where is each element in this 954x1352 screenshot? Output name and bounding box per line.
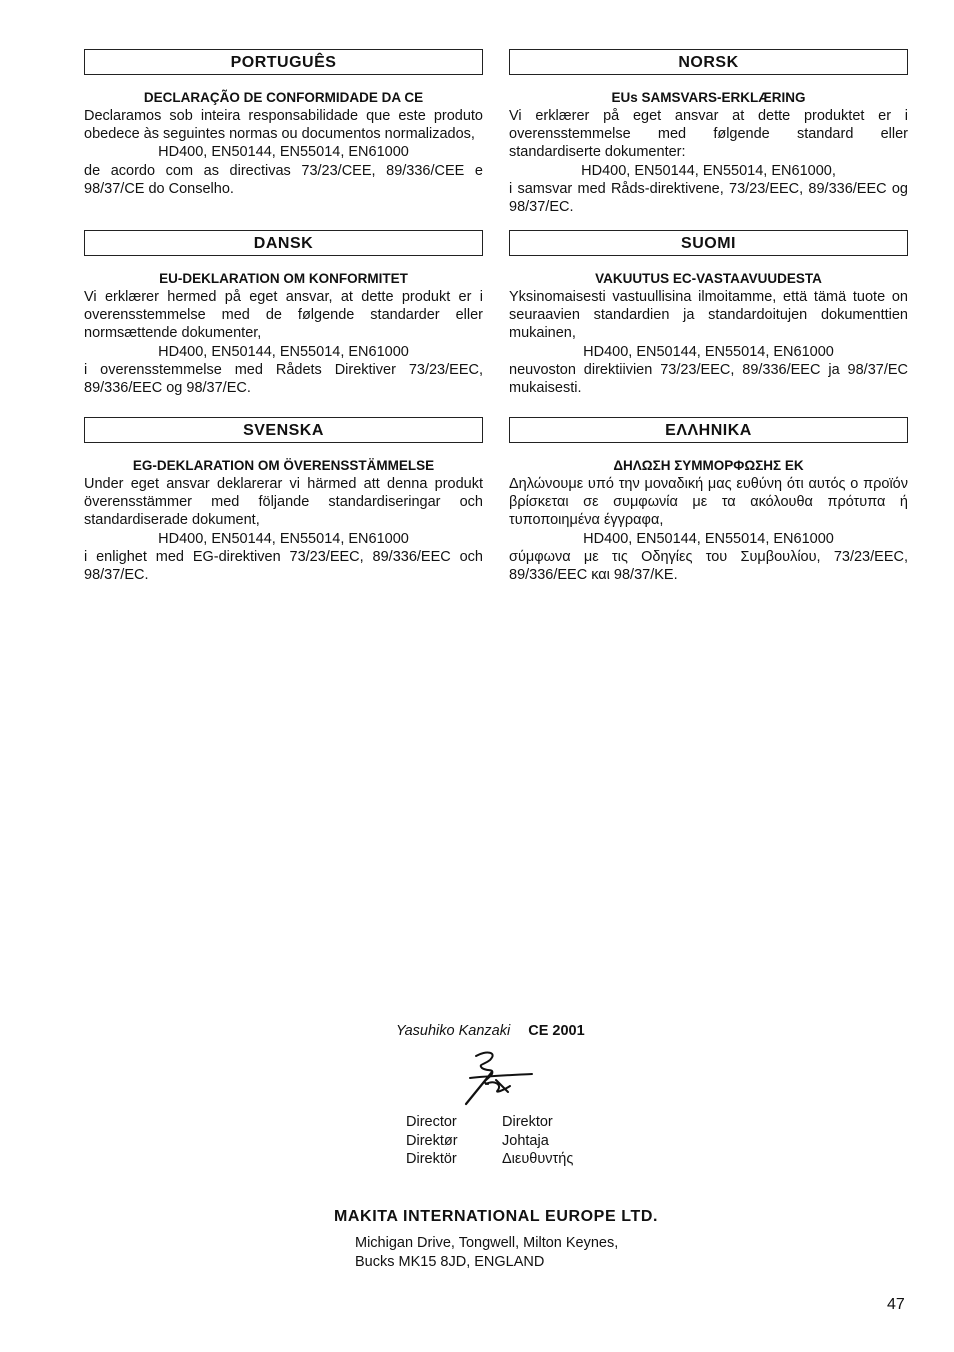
declaration-title: VAKUUTUS EC-VASTAAVUUDESTA — [595, 271, 822, 286]
declaration-title: ΔΗΛΩΣΗ ΣΥΜΜΟΡΦΩΣΗΣ ΕΚ — [613, 458, 804, 473]
standards-list: HD400, EN50144, EN55014, EN61000 — [158, 343, 409, 360]
page-number: 47 — [887, 1296, 905, 1313]
section-dansk — [84, 230, 483, 397]
company-address — [355, 1234, 618, 1271]
section-norsk — [509, 49, 908, 216]
declaration-closing: i enlighet med EG-direktiven 73/23/EEC, 89/336/EEC och 98/37/EC. — [84, 548, 483, 584]
declaration-title: EG-DEKLARATION OM ÖVERENSSTÄMMELSE — [132, 458, 435, 473]
declaration-closing: de acordo com as directivas 73/23/CEE, 89/336/CEE e 98/37/CE do Conselho. — [84, 162, 483, 197]
signatory-line — [396, 1023, 585, 1039]
ce-mark-year: CE 2001 — [528, 1023, 585, 1039]
signatory-titles-right — [502, 1113, 573, 1169]
title-norsk: Direktør — [406, 1132, 458, 1149]
declaration-intro: Yksinomaisesti vastuullisina ilmoitamme, että tämä tuote on seuraavien standardien ja standardoitujen dokumenttien mukainen, — [509, 289, 908, 342]
address-line-1: Michigan Drive, Tongwell, Milton Keynes, — [355, 1235, 619, 1251]
declaration-title: DECLARAÇÃO DE CONFORMIDADE DA CE — [143, 90, 424, 105]
handwritten-signature — [458, 1050, 538, 1110]
signatory-name: Yasuhiko Kanzaki — [396, 1023, 511, 1039]
title-english: Director — [406, 1114, 457, 1130]
declaration-intro: Vi erklærer på eget ansvar at dette produktet er i overensstemmelse med følgende standard eller standardiserte dokumenter: — [509, 108, 908, 161]
declaration-closing: i samsvar med Råds-direktivene, 73/23/EEC, 89/336/EEC og 98/37/EC. — [509, 180, 908, 216]
section-suomi — [509, 230, 908, 397]
standards-list: HD400, EN50144, EN55014, EN61000 — [158, 530, 409, 547]
declaration-closing: σύμφωνα με τις Οδηγίες του Συμβουλίου, 73/23/EEC, 89/336/EEC και 98/37/KE. — [509, 548, 908, 584]
declaration-title: EUs SAMSVARS-ERKLÆRING — [611, 90, 806, 105]
language-heading: NORSK — [509, 49, 908, 75]
declaration-closing: i overensstemmelse med Rådets Direktiver 73/23/EEC, 89/336/EEC og 98/37/EC. — [84, 361, 483, 397]
declaration-title: EU-DEKLARATION OM KONFORMITET — [159, 271, 408, 286]
standards-list: HD400, EN50144, EN55014, EN61000 — [158, 144, 409, 161]
language-heading: SVENSKA — [84, 417, 483, 443]
declaration-intro: Under eget ansvar deklarerar vi härmed att denna produkt överensstämmer med följande standardiseringar och standardiserade dokument, — [84, 476, 483, 529]
standards-list: HD400, EN50144, EN55014, EN61000 — [583, 343, 834, 360]
declaration-intro: Vi erklærer hermed på eget ansvar, at dette produkt er i overensstemmelse med de følgende standarder eller normsættende dokumenter, — [84, 289, 483, 342]
title-dansk: Direktor — [502, 1114, 553, 1130]
section-ellinika — [509, 417, 908, 584]
standards-list: HD400, EN50144, EN55014, EN61000, — [581, 162, 836, 179]
declaration-closing: neuvoston direktiivien 73/23/EEC, 89/336/EEC ja 98/37/EC mukaisesti. — [509, 361, 908, 397]
address-line-2: Bucks MK15 8JD, ENGLAND — [355, 1253, 545, 1270]
title-ellinika: Διευθυντής — [502, 1151, 574, 1167]
language-heading: SUOMI — [509, 230, 908, 256]
language-heading: ΕΛΛΗΝΙΚΑ — [509, 417, 908, 443]
signatory-titles-left — [406, 1113, 458, 1169]
section-svenska — [84, 417, 483, 584]
language-heading: DANSK — [84, 230, 483, 256]
language-heading: PORTUGUÊS — [84, 49, 483, 75]
declaration-intro: Δηλώνουμε υπό την μοναδική μας ευθύνη ότι αυτός ο προϊόν βρίσκεται σε συμφωνία με τα ακόλουθα πρότυπα ή τυποποιημένα έγγραφα, — [509, 476, 908, 529]
declaration-intro: Declaramos sob inteira responsabilidade que este produto obedece às seguintes normas ou documentos normalizados, — [84, 108, 483, 143]
title-svenska: Direktör — [406, 1151, 457, 1167]
standards-list: HD400, EN50144, EN55014, EN61000 — [583, 530, 834, 547]
title-suomi: Johtaja — [502, 1132, 549, 1149]
section-portugues — [84, 49, 483, 198]
company-name: MAKITA INTERNATIONAL EUROPE LTD. — [333, 1208, 659, 1225]
